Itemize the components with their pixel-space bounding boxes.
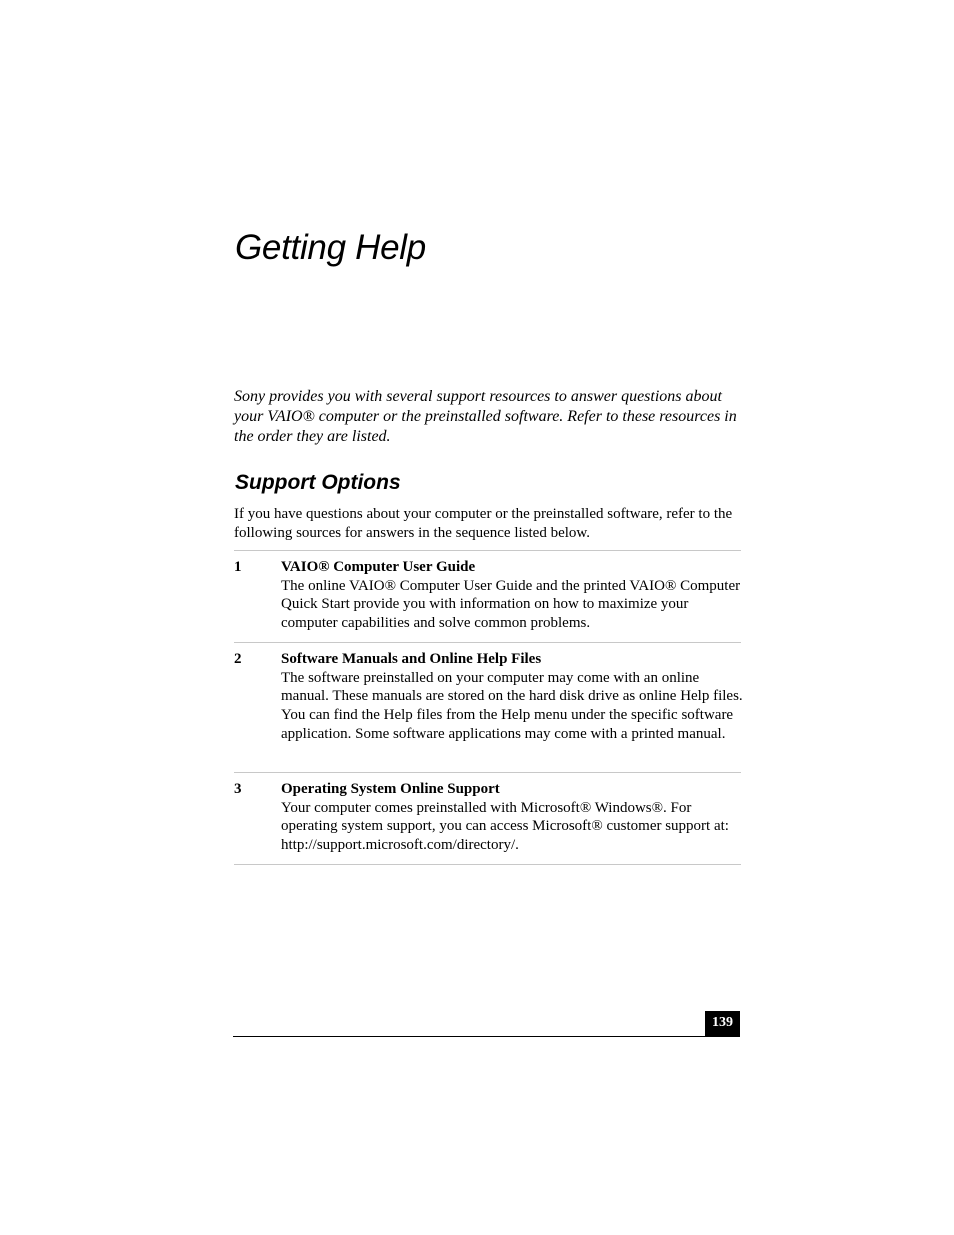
option-description: The software preinstalled on your computer may come with an online manual. These manuals are stored on the hard disk drive as online Help files. You can find the Help files from the Help menu under the specific software application. Some software applications may come with a printed manual. bbox=[281, 669, 743, 742]
section-heading-support-options: Support Options bbox=[235, 471, 401, 494]
support-option-row bbox=[234, 643, 741, 773]
support-option-row bbox=[234, 551, 741, 643]
option-number: 2 bbox=[234, 651, 242, 667]
option-title: VAIO® Computer User Guide bbox=[281, 559, 476, 575]
option-number: 1 bbox=[234, 559, 242, 575]
option-number: 3 bbox=[234, 781, 242, 797]
option-body bbox=[281, 780, 743, 855]
option-description: The online VAIO® Computer User Guide and the printed VAIO® Computer Quick Start provide you with information on how to maximize your computer capabilities and solve common problems. bbox=[281, 577, 741, 632]
page-number: 139 bbox=[705, 1011, 740, 1037]
intro-paragraph: Sony provides you with several support resources to answer questions about your VAIO® computer or the preinstalled software. Refer to these resources in the order they are listed. bbox=[234, 388, 737, 445]
support-options-table bbox=[234, 550, 741, 865]
option-body bbox=[281, 558, 743, 633]
page-title: Getting Help bbox=[235, 228, 426, 267]
option-title: Software Manuals and Online Help Files bbox=[281, 651, 542, 667]
option-description: Your computer comes preinstalled with Microsoft® Windows®. For operating system support, you can access Microsoft® customer support at: http://support.microsoft.com/directory/. bbox=[281, 799, 729, 854]
footer-rule bbox=[233, 1036, 740, 1037]
support-option-row bbox=[234, 773, 741, 865]
option-title: Operating System Online Support bbox=[281, 781, 500, 797]
section-intro-paragraph: If you have questions about your computer or the preinstalled software, refer to the following sources for answers in the sequence listed below. bbox=[234, 506, 733, 541]
option-body bbox=[281, 650, 743, 744]
